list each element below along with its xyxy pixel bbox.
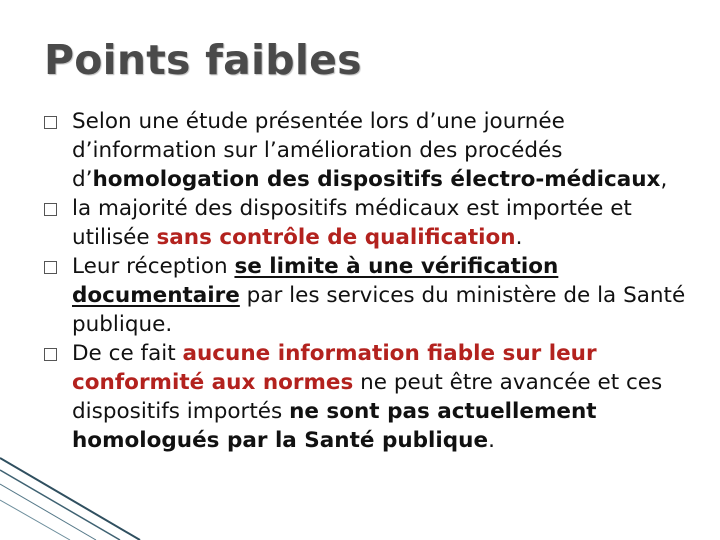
bullet-box-icon: [44, 348, 57, 361]
bullet-red-text: sans contrôle de qualification: [156, 225, 516, 250]
bullet-item: [44, 107, 694, 194]
slide-title: Points faibles: [44, 36, 362, 84]
bullet-box-icon: [44, 116, 57, 129]
corner-decoration: [0, 440, 720, 540]
bullet-list: [44, 107, 694, 455]
bullet-red-text: aucune information fiable sur leur conformité aux normes: [72, 341, 597, 395]
bullet-box-icon: [44, 261, 57, 274]
bullet-bold-text: homologation des dispositifs électro-médicaux: [92, 167, 661, 192]
bullet-box-icon: [44, 203, 57, 216]
bullet-underlined-text: se limite à une vérification documentaire: [72, 254, 559, 308]
bullet-text: Leur réception: [72, 254, 235, 279]
bullet-text: .: [488, 428, 495, 453]
bullet-bold-text: ne sont pas actuellement homologués par la Santé publique: [72, 399, 597, 453]
bullet-text: .: [515, 225, 523, 250]
bullet-text: ,: [660, 167, 668, 192]
bullet-text: ne peut être avancée et ces dispositifs importés: [72, 370, 663, 424]
bullet-text: par les services du ministère de la Santé publique.: [72, 283, 686, 337]
bullet-text: la majorité des dispositifs médicaux est importée et utilisée: [72, 196, 632, 250]
bullet-item: [44, 194, 694, 252]
bullet-text: Selon une étude présentée lors d’une journée d’information sur l’amélioration des procédés d’: [72, 109, 565, 192]
bullet-item: [44, 339, 694, 455]
bullet-text: De ce fait: [72, 341, 183, 366]
bullet-item: [44, 252, 694, 339]
